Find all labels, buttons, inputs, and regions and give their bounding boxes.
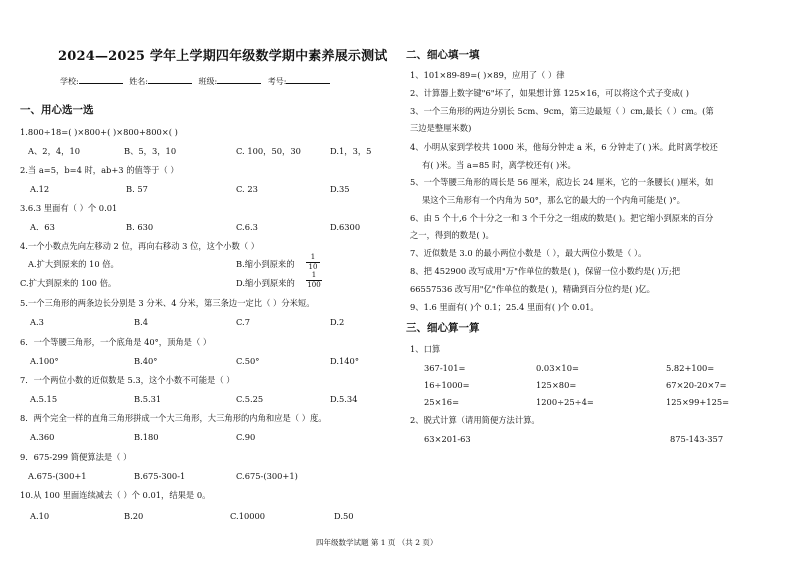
q10-option-b: B.20 [124,511,144,521]
fill-line-3b: 三边是整厘米数) [410,123,472,133]
q1-option-d: D.1，3，5 [330,146,372,156]
step-calc-1: 63×201-63 [424,434,471,444]
school-label: 学校: [60,77,79,86]
question-4: 4.一个小数点先向左移动 2 位，再向右移动 3 位，这个小数（ ） [20,241,260,251]
oral-2-1: 16÷1000= [424,380,470,390]
fill-line-7: 7、近似数是 3.0 的最小两位小数是（ ），最大两位小数是（ ）。 [410,248,647,258]
q1-option-a: A、2，4，10 [28,146,80,156]
question-7: 7．一个两位小数的近似数是 5.3，这个小数不可能是（ ） [20,375,235,385]
class-field[interactable] [217,83,261,84]
q8-option-c: C.90 [236,432,256,442]
page-footer: 四年级数学试题 第 1 页 （共 2 页） [316,538,438,547]
exam-title: 2024—2025 学年上学期四年级数学期中素养展示测试 [58,49,388,64]
q2-option-d: D.35 [330,184,350,194]
q5-option-c: C.7 [236,317,250,327]
q10-option-d: D.50 [334,511,354,521]
question-6: 6．一个等腰三角形，一个底角是 40°，顶角是（ ） [20,337,212,347]
q7-option-a: A.5.15 [30,394,58,404]
oral-1-2: 0.03×10= [536,363,579,373]
step-calc-2: 875-143-357 [670,434,724,444]
q4-option-c: C.扩大到原来的 100 倍。 [20,278,117,288]
q3-option-a: A．63 [30,222,55,232]
q5-option-d: D.2 [330,317,345,327]
q7-option-d: D.5.34 [330,394,358,404]
q9-option-b: B.675-300-1 [134,471,186,481]
section1-heading: 一、用心选一选 [20,104,94,116]
q6-option-b: B.40° [134,356,158,366]
name-label: 姓名: [129,77,148,86]
question-5: 5.一个三角形的两条边长分别是 3 分米、4 分米，第三条边一定比（ ）分米短。 [20,298,315,308]
question-10: 10.从 100 里面连续减去（ ）个 0.01，结果是 0。 [20,490,211,500]
section2-heading: 二、细心填一填 [406,49,480,61]
fill-line-8b: 66557536 改写用"亿"作单位的数是( )，精确到百分位约是( )亿。 [410,284,655,294]
fill-line-6: 6、由 5 个十,6 个十分之一和 3 个千分之一组成的数是( )。把它缩小到原来的百分 [410,213,714,223]
exam-no-label: 考号: [267,77,287,86]
exam-no-field[interactable] [286,83,330,84]
info-line [60,78,330,86]
fill-line-4: 4、小明从家到学校共 1000 米，他每分钟走 a 米，6 分钟走了( )米。此时离学校还 [410,142,718,152]
fill-line-2: 2、计算器上数字键"6"坏了，如果想计算 125×16，可以将这个式子变成( ) [410,88,690,98]
oral-3-1: 25×16= [424,397,460,407]
q10-option-a: A.10 [30,511,50,521]
q2-option-b: B. 57 [126,184,148,194]
q1-option-b: B、5，3，10 [124,146,177,156]
oral-calc-label: 1、口算 [410,344,441,354]
fill-line-1: 1、101×89-89=( )×89，应用了（ ）律 [410,70,565,80]
oral-2-2: 125×80= [536,380,577,390]
section3-heading: 三、细心算一算 [406,322,480,334]
question-2: 2.当 a=5，b=4 时，ab+3 的值等于（ ） [20,165,179,175]
q6-option-c: C.50° [236,356,260,366]
q2-option-c: C. 23 [236,184,258,194]
fill-line-5b: 果这个三角形有一个内角为 50°，那么它的最大的一个内角可能是( )°。 [422,195,685,205]
q7-option-c: C.5.25 [236,394,264,404]
oral-1-1: 367-101= [424,363,466,373]
fill-line-4b: 有( )米。当 a=85 时，离学校还有( )米。 [422,160,576,170]
q2-option-a: A.12 [30,184,50,194]
name-field[interactable] [148,83,192,84]
fill-line-5: 5、一个等腰三角形的周长是 56 厘米，底边长 24 厘米，它的一条腰长( )厘米，如 [410,177,714,187]
fill-line-9: 9、1.6 里面有( )个 0.1；25.4 里面有( )个 0.01。 [410,302,599,312]
question-3: 3.6.3 里面有（ ）个 0.01 [20,203,118,213]
q1-option-c: C. 100，50，30 [236,146,301,156]
question-1: 1.800÷18=( )×800+( )×800+800×( ) [20,127,178,137]
q6-option-d: D.140° [330,356,359,366]
fill-line-3: 3、一个三角形的两边分别长 5cm、9cm，第三边最短（ ）cm,最长（ ）cm。(第 [410,106,714,116]
q5-option-a: A.3 [30,317,44,327]
q4-fraction-b: $\frac{1}{10}$ [306,254,320,271]
q9-option-c: C.675-(300+1) [236,471,298,481]
q4-fraction-d: $\frac{1}{100}$ [307,271,321,289]
q10-option-c: C.10000 [230,511,266,521]
q7-option-b: B.5.31 [134,394,162,404]
q5-option-b: B.4 [134,317,149,327]
q6-option-a: A.100° [30,356,59,366]
q8-option-b: B.180 [134,432,159,442]
school-field[interactable] [79,83,123,84]
q8-option-a: A.360 [30,432,55,442]
question-8: 8．两个完全一样的直角三角形拼成一个大三角形，大三角形的内角和应是（ ）度。 [20,413,327,423]
q9-option-a: A.675-(300+1 [28,471,87,481]
fill-line-6b: 之一，得到的数是( )。 [410,230,494,240]
question-9: 9．675-299 简便算法是（ ） [20,452,132,462]
q3-option-d: D.6300 [330,222,361,232]
oral-3-3: 125×99+125= [666,397,730,407]
step-calc-label: 2、脱式计算（请用简便方法计算。 [410,415,540,425]
q4-option-d: D.缩小到原来的 [236,278,295,288]
oral-3-2: 1200÷25÷4= [536,397,594,407]
q3-option-c: C.6.3 [236,222,258,232]
fill-line-8: 8、把 452900 改写成用"万"作单位的数是( )，保留一位小数约是( )万;把 [410,266,681,276]
class-label: 班级: [198,77,218,86]
oral-2-3: 67×20-20×7= [666,380,727,390]
q4-option-a: A.扩大到原来的 10 倍。 [28,259,119,269]
oral-1-3: 5.82+100= [666,363,715,373]
q3-option-b: B. 630 [126,222,154,232]
q4-option-b: B.缩小到原来的 [236,259,295,269]
